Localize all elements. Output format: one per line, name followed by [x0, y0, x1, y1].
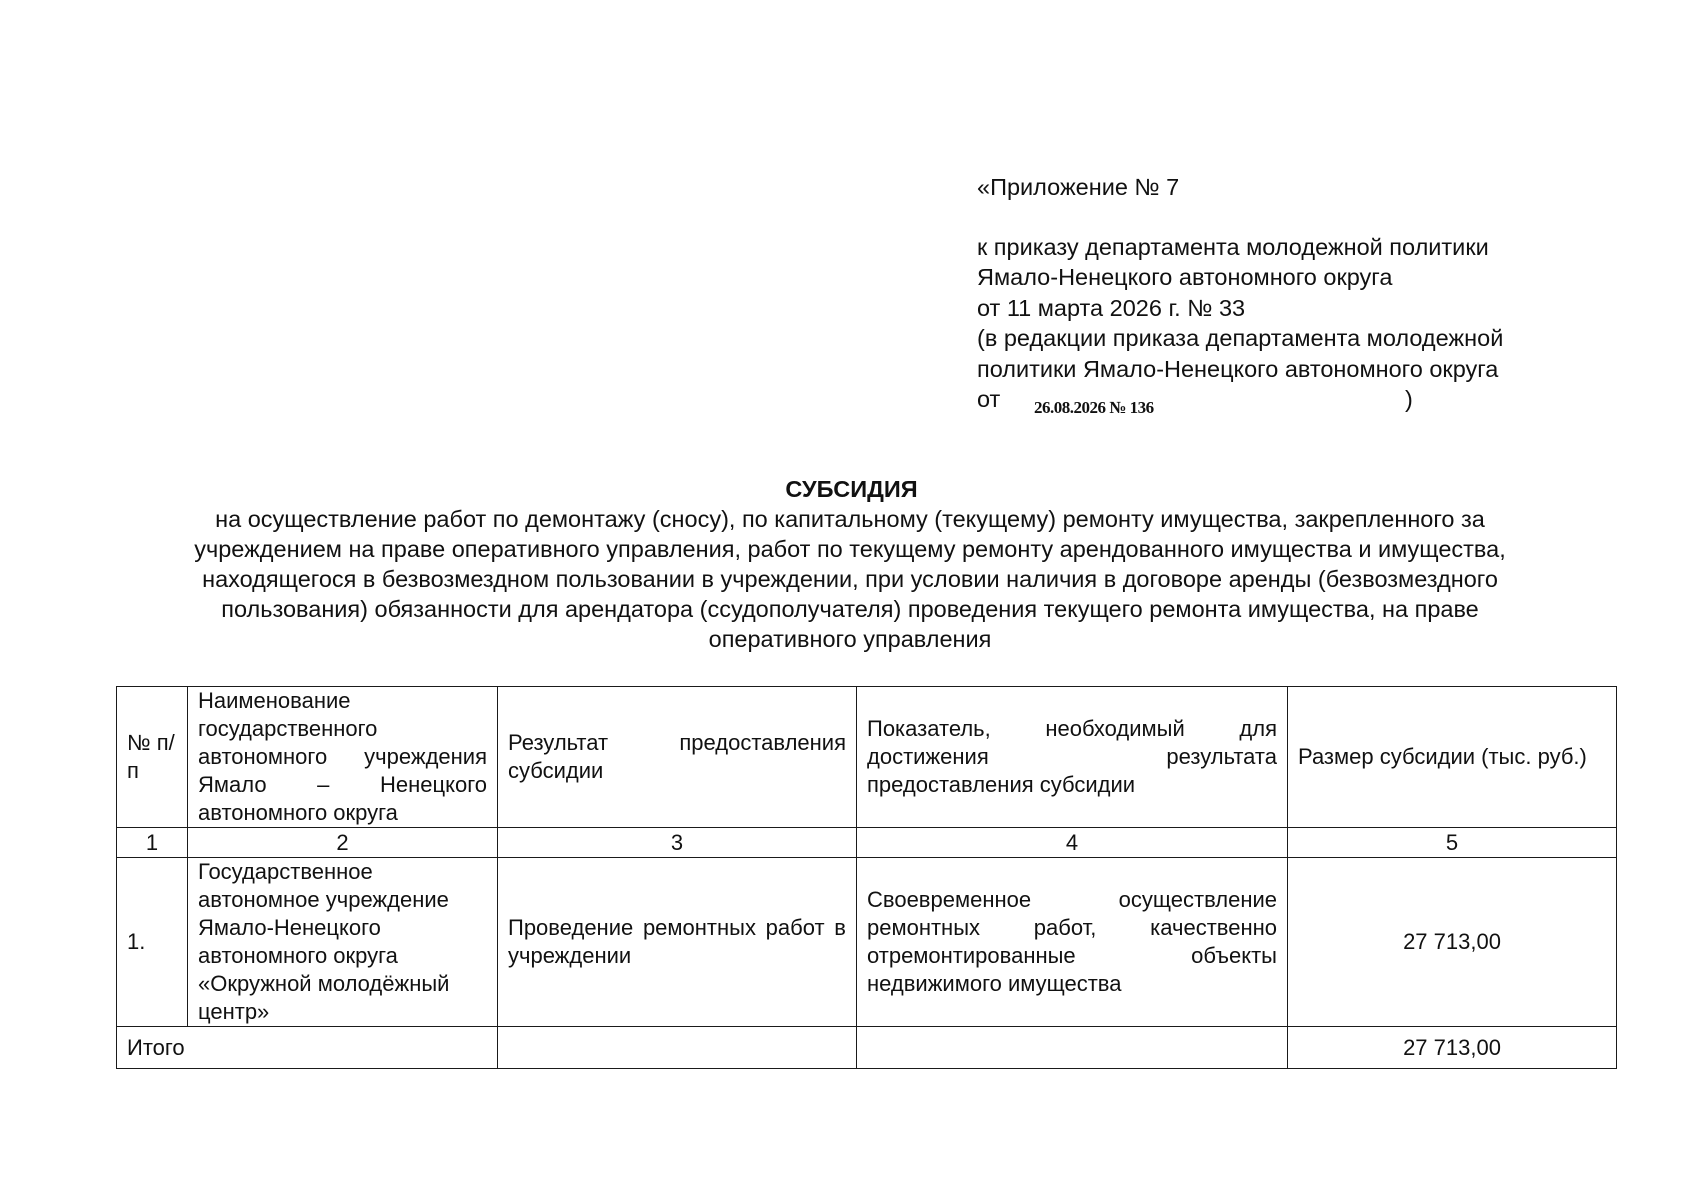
- header-cell-indicator: Показатель, необходимый для достижения результата предоставления субсидии: [857, 687, 1288, 828]
- column-number-cell: 1: [117, 828, 188, 858]
- column-number-row: [117, 828, 1617, 858]
- header-cell-result: Результат предоставления субсидии: [498, 687, 857, 828]
- table-header-row: [117, 687, 1617, 828]
- column-number-cell: 5: [1288, 828, 1617, 858]
- appendix-line: политики Ямало-Ненецкого автономного округа: [977, 355, 1499, 382]
- amendment-date-line: [977, 384, 1597, 416]
- institution-cell: Государственное автономное учреждение Ямало-Ненецкого автономного округа «Окружной молодёжный центр»: [188, 858, 498, 1027]
- appendix-title: «Приложение № 7: [977, 174, 1180, 200]
- appendix-line: (в редакции приказа департамента молодежной: [977, 325, 1504, 351]
- appendix-line: от 11 марта 2026 г. № 33: [977, 294, 1246, 321]
- total-label-cell: Итого: [117, 1027, 498, 1069]
- indicator-cell: Своевременное осуществление ремонтных работ, качественно отремонтированные объекты недвижимого имущества: [857, 858, 1288, 1027]
- column-number-cell: 2: [188, 828, 498, 858]
- total-empty-cell: [857, 1027, 1288, 1069]
- appendix-block: [977, 172, 1597, 416]
- table-row: [117, 858, 1617, 1027]
- subsidy-table: [116, 686, 1617, 1069]
- document-heading: [150, 474, 1550, 654]
- result-cell: Проведение ремонтных работ в учреждении: [498, 858, 857, 1027]
- total-amount-cell: 27 713,00: [1288, 1027, 1617, 1069]
- column-number-cell: 4: [857, 828, 1288, 858]
- closing-paren: ): [1405, 386, 1413, 412]
- header-cell-institution: Наименование государственного автономного учреждения Ямало – Ненецкого автономного округа: [188, 687, 498, 828]
- column-number-cell: 3: [498, 828, 857, 858]
- row-number-cell: 1.: [117, 858, 188, 1027]
- amendment-date-stamp: 26.08.2026 № 136: [1034, 398, 1154, 417]
- total-row: [117, 1027, 1617, 1069]
- document-subtitle: на осуществление работ по демонтажу (сносу), по капитальному (текущему) ремонту имущества, закрепленного за учреждением на праве оперативного управления, работ по текущему ремонту арендованного имущества и имущества, находящегося в безвозмездном пользовании в учреждении, при условии наличия в договоре аренды (безвозмездного пользования) обязанности для арендатора (ссудополучателя) проведения текущего ремонта имущества, на праве оперативного управления: [194, 506, 1506, 652]
- header-cell-number: № п/п: [117, 687, 188, 828]
- ot-label: от: [977, 386, 1001, 412]
- appendix-line: Ямало-Ненецкого автономного округа: [977, 264, 1393, 290]
- amount-cell: 27 713,00: [1288, 858, 1617, 1027]
- document-title: СУБСИДИЯ: [785, 476, 918, 502]
- appendix-line: к приказу департамента молодежной политики: [977, 233, 1489, 260]
- total-empty-cell: [498, 1027, 857, 1069]
- header-cell-amount: Размер субсидии (тыс. руб.): [1288, 687, 1617, 828]
